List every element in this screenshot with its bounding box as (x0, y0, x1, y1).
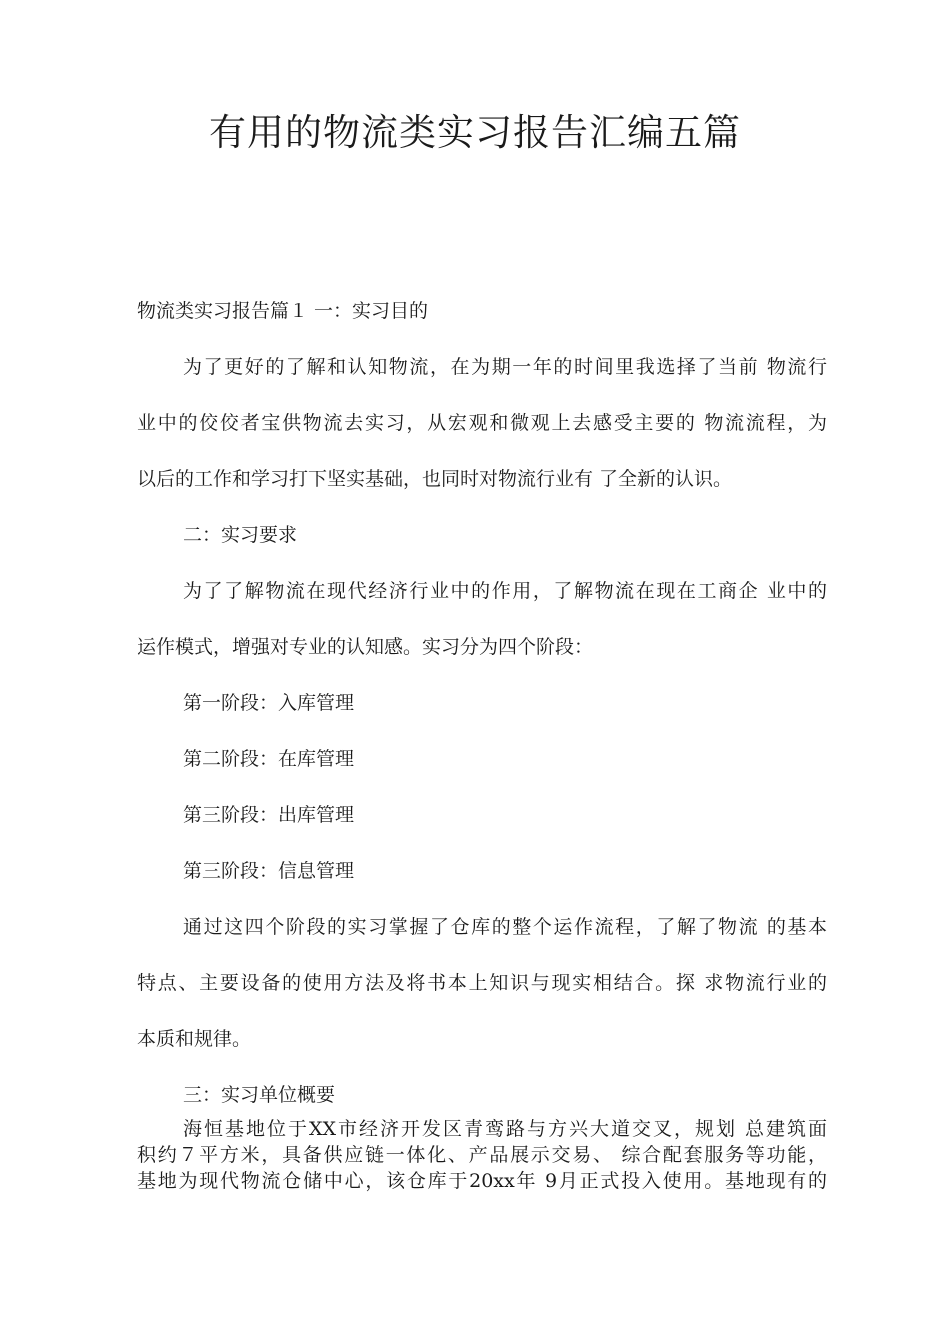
paragraph-line: 以后的工作和学习打下坚实基础，也同时对物流行业有 了全新的认识。 (137, 468, 733, 490)
paragraph-line: 通过这四个阶段的实习掌握了仓库的整个运作流程，了解了物流 的基本 (183, 916, 827, 938)
paragraph-line: 业中的佼佼者宝供物流去实习，从宏观和微观上去感受主要的 物流流程，为 (137, 412, 827, 434)
paragraph-line: 海恒基地位于XX市经济开发区青鸾路与方兴大道交叉，规划 总建筑面 (183, 1118, 827, 1140)
stage-item: 第二阶段：在库管理 (183, 748, 355, 770)
stage-item: 第一阶段：入库管理 (183, 692, 355, 714)
paragraph-line: 基地为现代物流仓储中心，该仓库于20xx年 9月正式投入使用。基地现有的 (137, 1170, 827, 1192)
document-title: 有用的物流类实习报告汇编五篇 (209, 111, 741, 154)
paragraph-line: 为了更好的了解和认知物流，在为期一年的时间里我选择了当前 物流行 (183, 356, 827, 378)
stage-item: 第三阶段：信息管理 (183, 860, 355, 882)
section-heading: 物流类实习报告篇１ 一：实习目的 (137, 300, 429, 322)
paragraph-line: 运作模式，增强对专业的认知感。实习分为四个阶段： (137, 636, 594, 658)
paragraph-line: 积约７平方米，具备供应链一体化、产品展示交易、 综合配套服务等功能， (137, 1144, 827, 1166)
section-heading: 三：实习单位概要 (183, 1084, 336, 1106)
paragraph-line: 本质和规律。 (137, 1028, 252, 1050)
paragraph-line: 特点、主要设备的使用方法及将书本上知识与现实相结合。探 求物流行业的 (137, 972, 827, 994)
paragraph-line: 为了了解物流在现代经济行业中的作用，了解物流在现在工商企 业中的 (183, 580, 827, 602)
stage-item: 第三阶段：出库管理 (183, 804, 355, 826)
section-heading: 二：实习要求 (183, 524, 298, 546)
